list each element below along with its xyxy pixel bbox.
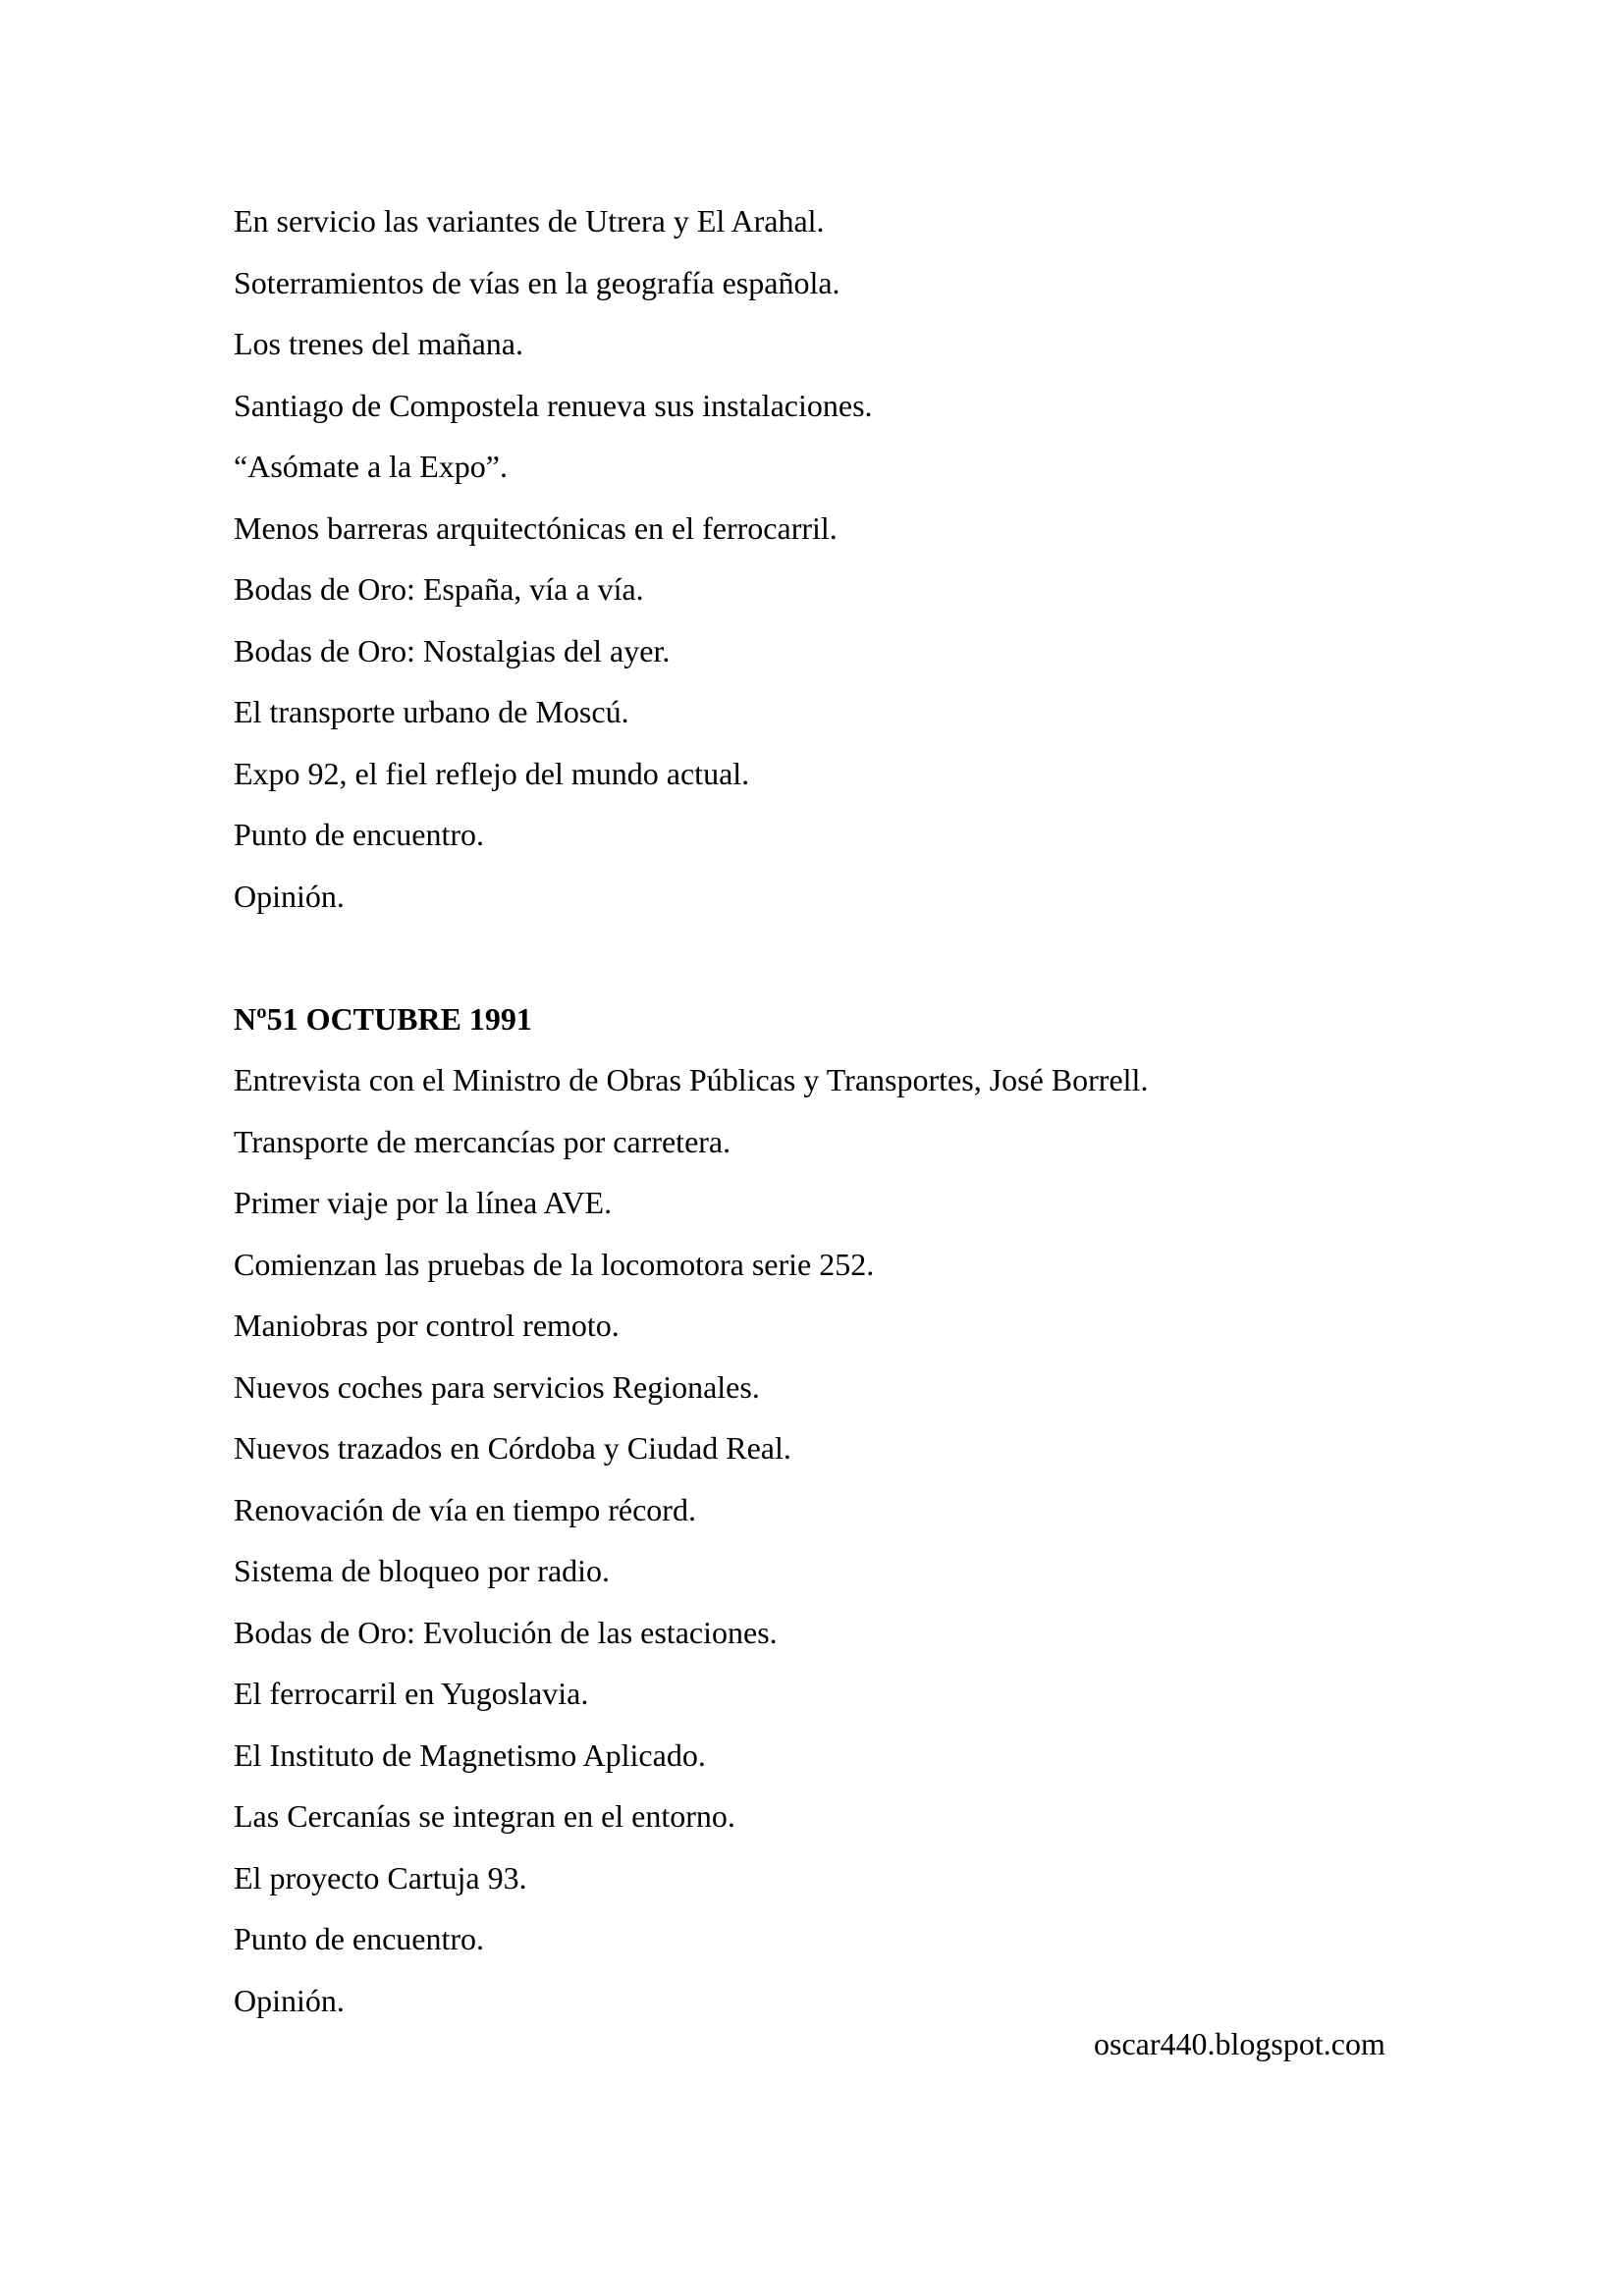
- list-item: Las Cercanías se integran en el entorno.: [234, 1798, 735, 1834]
- list-item: Bodas de Oro: España, vía a vía.: [234, 571, 644, 607]
- list-item: Transporte de mercancías por carretera.: [234, 1123, 731, 1159]
- list-item: Menos barreras arquitectónicas en el ferrocarril.: [234, 509, 838, 546]
- section-issue-51: [234, 988, 1412, 2032]
- list-item: Bodas de Oro: Nostalgias del ayer.: [234, 632, 671, 668]
- list-item: Nuevos trazados en Córdoba y Ciudad Real.: [234, 1430, 791, 1466]
- list-item: Opinión.: [234, 878, 345, 914]
- list-item: Opinión.: [234, 1982, 345, 2018]
- list-item: El proyecto Cartuja 93.: [234, 1859, 527, 1896]
- list-item: El Instituto de Magnetismo Aplicado.: [234, 1736, 706, 1773]
- list-item: Expo 92, el fiel reflejo del mundo actual.: [234, 755, 750, 791]
- list-item: Santiago de Compostela renueva sus instalaciones.: [234, 387, 873, 423]
- list-item: Sistema de bloqueo por radio.: [234, 1553, 611, 1588]
- list-item: Soterramientos de vías en la geografía española.: [234, 264, 840, 300]
- list-item: “Asómate a la Expo”.: [234, 449, 508, 484]
- list-item: Comienzan las pruebas de la locomotora serie 252.: [234, 1246, 875, 1282]
- list-item: Entrevista con el Ministro de Obras Públicas y Transportes, José Borrell.: [234, 1062, 1149, 1097]
- list-item: En servicio las variantes de Utrera y El Arahal.: [234, 203, 825, 239]
- list-item: Los trenes del mañana.: [234, 326, 523, 361]
- list-item: El transporte urbano de Moscú.: [234, 694, 629, 729]
- list-item: Punto de encuentro.: [234, 817, 485, 852]
- article-index: [234, 190, 1412, 2031]
- list-item: Maniobras por control remoto.: [234, 1308, 620, 1343]
- list-item: Punto de encuentro.: [234, 1921, 485, 1956]
- list-item: Primer viaje por la línea AVE.: [234, 1185, 613, 1220]
- footer-source-text: oscar440.blogspot.com: [1094, 2026, 1385, 2061]
- list-item: El ferrocarril en Yugoslavia.: [234, 1676, 589, 1711]
- section-previous-issue: [234, 190, 1412, 927]
- list-item: Nuevos coches para servicios Regionales.: [234, 1368, 760, 1405]
- list-item: Renovación de vía en tiempo récord.: [234, 1491, 696, 1527]
- issue-heading: Nº51 OCTUBRE 1991: [234, 1000, 532, 1037]
- list-item: Bodas de Oro: Evolución de las estaciones.: [234, 1614, 778, 1650]
